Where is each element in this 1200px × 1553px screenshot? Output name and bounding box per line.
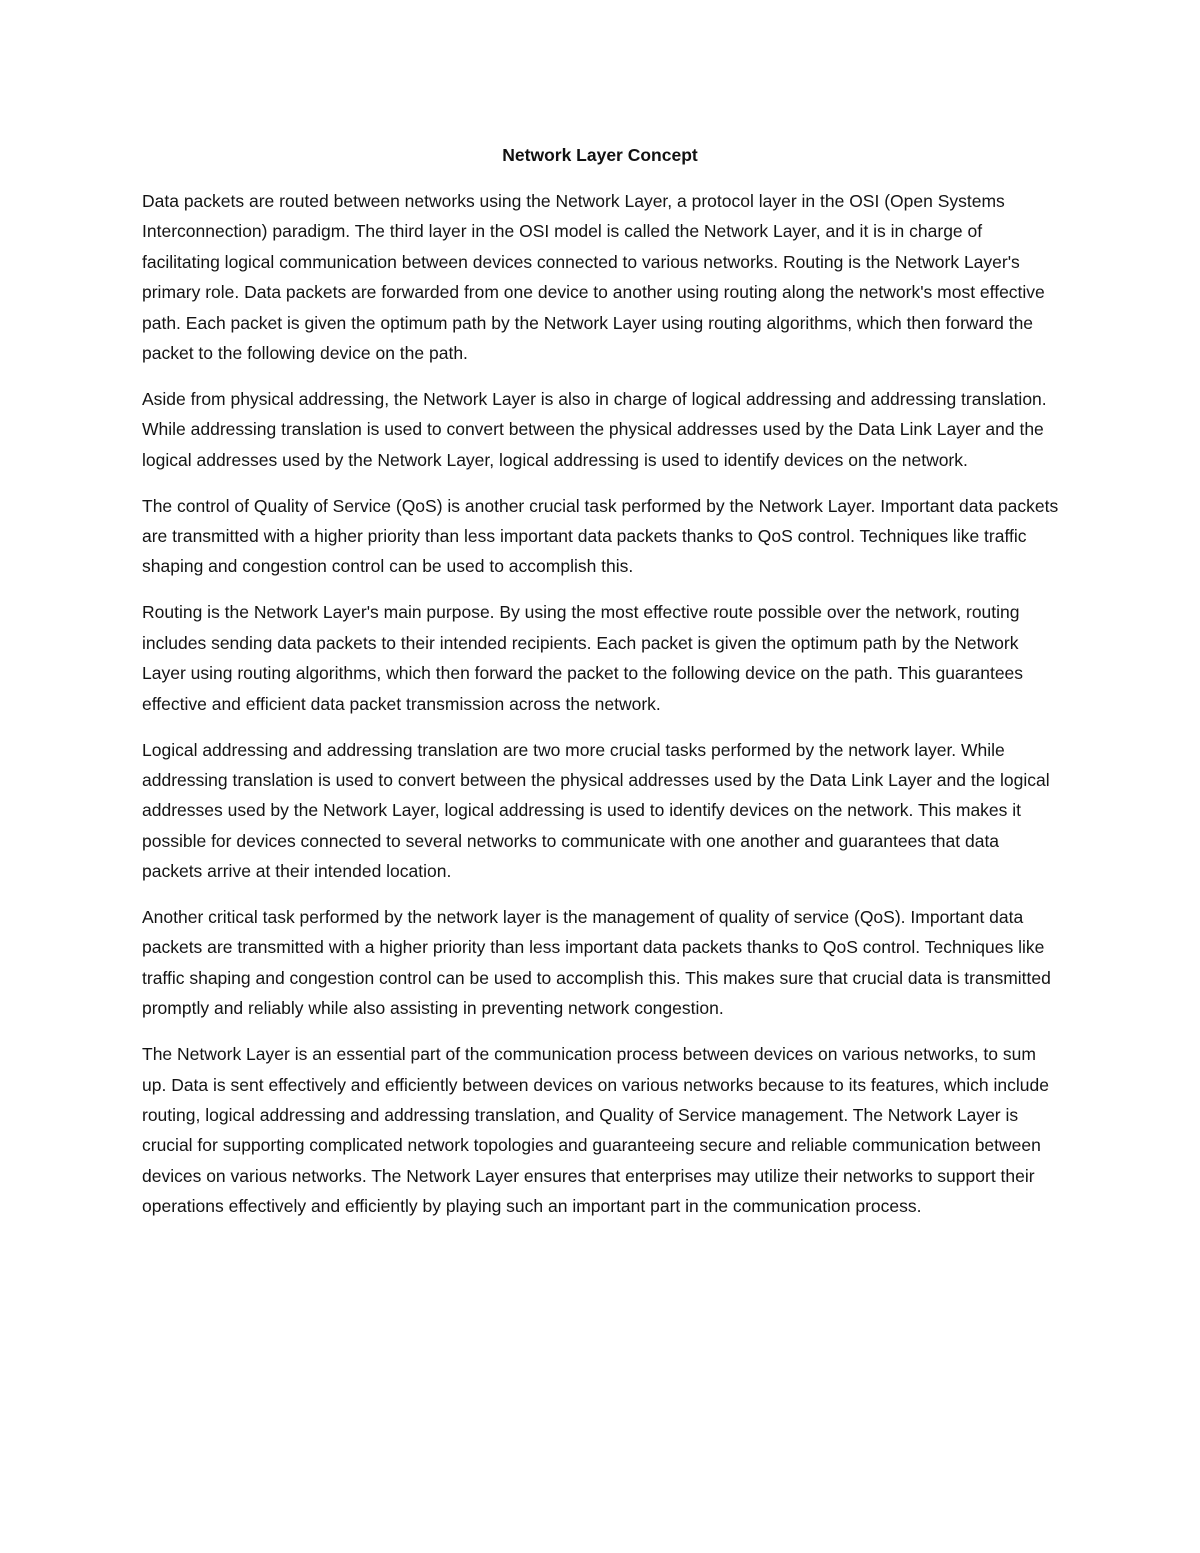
paragraph-5: Logical addressing and addressing translation are two more crucial tasks performed by the network layer. While addressing translation is used to convert between the physical addresses used by the Data Link Layer and the logical addresses used by the Network Layer, logical addressing is used to identify devices on the network. This makes it possible for devices connected to several networks to communicate with one another and guarantees that data packets arrive at their intended location. (142, 739, 1050, 882)
document-title: Network Layer Concept (502, 145, 698, 165)
paragraph-3: The control of Quality of Service (QoS) is another crucial task performed by the Network Layer. Important data packets are transmitted with a higher priority than less important data packets thanks to QoS control. Techniques like traffic shaping and congestion control can be used to accomplish this. (142, 495, 1059, 577)
paragraph-6: Another critical task performed by the network layer is the management of quality of service (QoS). Important data packets are transmitted with a higher priority than less important data packets thanks to QoS control. Techniques like traffic shaping and congestion control can be used to accomplish this. This makes sure that crucial data is transmitted promptly and reliably while also assisting in preventing network congestion. (142, 907, 1051, 1019)
document-body (142, 186, 1062, 1237)
paragraph-1: Data packets are routed between networks using the Network Layer, a protocol layer in the OSI (Open Systems Interconnection) paradigm. The third layer in the OSI model is called the Network Layer, and it is in charge of facilitating logical communication between devices connected to various networks. Routing is the Network Layer's primary role. Data packets are forwarded from one device to another using routing along the network's most effective path. Each packet is given the optimum path by the Network Layer using routing algorithms, which then forward the packet to the following device on the path. (142, 191, 1045, 364)
paragraph-4: Routing is the Network Layer's main purpose. By using the most effective route possible over the network, routing includes sending data packets to their intended recipients. Each packet is given the optimum path by the Network Layer using routing algorithms, which then forward the packet to the following device on the path. This guarantees effective and efficient data packet transmission across the network. (142, 602, 1024, 714)
paragraph-7: The Network Layer is an essential part of the communication process between devices on various networks, to sum up. Data is sent effectively and efficiently between devices on various networks because to its features, which include routing, logical addressing and addressing translation, and Quality of Service management. The Network Layer is crucial for supporting complicated network topologies and guaranteeing secure and reliable communication between devices on various networks. The Network Layer ensures that enterprises may utilize their networks to support their operations effectively and efficiently by playing such an important part in the communication process. (142, 1044, 1049, 1217)
paragraph-2: Aside from physical addressing, the Network Layer is also in charge of logical addressing and addressing translation. While addressing translation is used to convert between the physical addresses used by the Data Link Layer and the logical addresses used by the Network Layer, logical addressing is used to identify devices on the network. (142, 388, 1047, 470)
